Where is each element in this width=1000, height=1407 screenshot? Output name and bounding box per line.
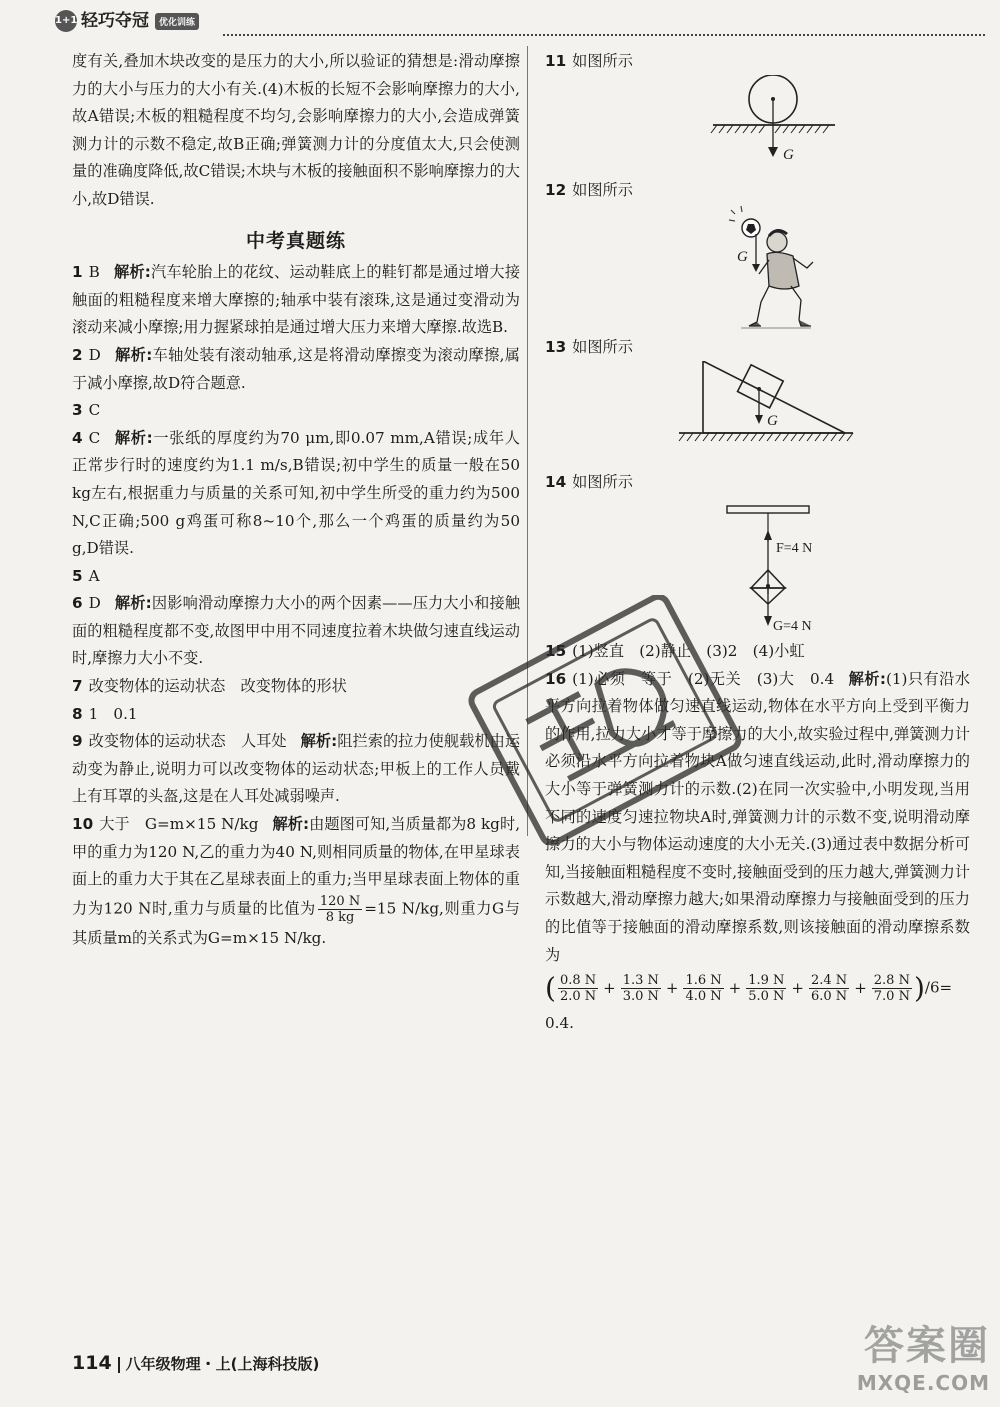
right-column xyxy=(545,48,970,1038)
answer-text: 改变物体的运动状态 人耳处 xyxy=(88,732,287,751)
answer-text: (1)竖直 (2)静止 (3)2 (4)小虹 xyxy=(572,642,805,660)
answer-item-9 xyxy=(72,728,520,811)
question-number: 6 xyxy=(72,594,83,613)
fraction-numerator: 0.8 N xyxy=(559,973,597,989)
answer-item-10 xyxy=(72,811,520,952)
fraction-numerator: 2.8 N xyxy=(873,973,910,989)
force-label: F=4 N xyxy=(776,541,813,556)
answer-item-2 xyxy=(72,342,520,397)
answer-list xyxy=(72,259,520,811)
fraction xyxy=(558,973,598,1004)
fraction-denominator: 5.0 N xyxy=(748,989,785,1005)
block-shape xyxy=(738,365,784,408)
answer-text: D xyxy=(88,345,101,364)
fraction-denominator: 4.0 N xyxy=(685,989,722,1005)
section-heading: 中考真题练 xyxy=(245,229,346,252)
fraction xyxy=(746,973,786,1004)
explanation-text-end: =15 N/kg,则重力G与其质量m的关系式为G=m×15 N/kg. xyxy=(72,899,520,947)
brand-logo xyxy=(55,6,199,32)
plus-sign: + xyxy=(791,978,804,997)
figure-caption: 如图所示 xyxy=(572,473,633,491)
left-paren: ( xyxy=(545,971,556,1005)
figure-caption: 如图所示 xyxy=(572,338,633,356)
answer-item-15 xyxy=(545,638,970,666)
fraction-list xyxy=(556,973,914,1005)
figure-11-label xyxy=(545,48,970,75)
fraction-numerator: 1.3 N xyxy=(622,973,659,989)
site-watermark xyxy=(790,1314,990,1399)
question-number: 9 xyxy=(72,732,83,751)
figure-13-block-on-incline xyxy=(545,361,970,461)
watermark-url: MXQE.COM xyxy=(856,1371,990,1395)
logo-text: 轻巧夺冠 xyxy=(81,11,149,31)
force-arrowhead xyxy=(764,530,772,540)
fraction-denominator: 6.0 N xyxy=(811,989,848,1005)
fraction xyxy=(683,973,723,1004)
explanation-label: 解析: xyxy=(114,428,153,447)
explanation-text: (1)只有沿水平方向拉着物体做匀速直线运动,物体在水平方向上受到平衡力的作用,拉力大小才等于摩擦力的大小,故实验过程中,弹簧测力计必须沿水平方向拉着物块A做匀速直线运动,此时,滑动摩擦力的大小等于弹簧测力计的示数.(2)在同一次实验中,小明发现,当用不同的速度匀速拉物块A时,弹簧测力计的示数不变,说明滑动摩擦力的大小与物体运动速度的大小无关.(3)通过表中数据分析可知,当接触面粗糙程度不变时,接触面受到的压力越大,弹簧测力计示数越大,滑动摩擦力越大;如果滑动摩擦力与接触面受到的压力的比值等于接触面的滑动摩擦系数,则该接触面的滑动摩擦系数为 xyxy=(545,669,971,964)
question-number: 7 xyxy=(72,677,83,696)
question-number: 4 xyxy=(72,428,83,447)
ground-hatching xyxy=(679,433,853,441)
gravity-arrowhead xyxy=(755,415,763,424)
explanation-label: 解析: xyxy=(848,669,886,688)
right-paren: ) xyxy=(913,971,925,1005)
explanation-text: 汽车轮胎上的花纹、运动鞋底上的鞋钉都是通过增大接触面的粗糙程度来增大摩擦的;轴承中装有滚珠,这是通过变滑动为滚动来减小摩擦;用力握紧球拍是通过增大压力来增大摩擦.故选B. xyxy=(72,263,521,337)
question-number: 16 xyxy=(545,669,567,688)
question-number: 1 xyxy=(72,263,83,282)
answer-text: (1)必须 等于 (2)无关 (3)大 0.4 xyxy=(572,669,835,688)
boy-figure xyxy=(749,230,813,326)
center-dot xyxy=(771,97,775,101)
fraction-denominator: 7.0 N xyxy=(873,989,910,1005)
question-number: 11 xyxy=(545,52,567,70)
column-divider xyxy=(527,46,528,836)
explanation-label: 解析: xyxy=(114,345,153,364)
explanation-label: 解析: xyxy=(300,732,338,751)
ceiling-bar xyxy=(727,506,809,513)
answer-item-8 xyxy=(72,701,520,729)
gravity-label: G xyxy=(737,249,748,265)
answer-item-6 xyxy=(72,590,520,673)
explanation-label: 解析: xyxy=(272,815,310,834)
fraction xyxy=(872,973,912,1004)
plus-sign: + xyxy=(603,978,616,997)
page-header xyxy=(55,4,985,38)
question-number: 3 xyxy=(72,401,83,420)
gravity-label: G xyxy=(783,147,794,163)
footer-separator xyxy=(118,1357,120,1373)
gravity-label: G=4 N xyxy=(773,619,812,634)
formula-tail: /6= xyxy=(924,978,953,997)
logo-tag: 优化训练 xyxy=(155,13,199,30)
answer-item-4 xyxy=(72,425,520,563)
answer-item-5 xyxy=(72,563,520,591)
figure-11-ball-on-ground xyxy=(545,75,970,175)
logo-badge: 1+1 xyxy=(55,10,77,32)
explanation-label: 解析: xyxy=(114,594,152,613)
gravity-arrowhead xyxy=(768,147,778,157)
fraction-numerator: 2.4 N xyxy=(811,973,848,989)
explanation-text: 车轴处装有滚动轴承,这是将滑动摩擦变为滚动摩擦,属于减小摩擦,故D符合题意. xyxy=(72,345,520,392)
motion-marks xyxy=(729,206,742,221)
question-number: 13 xyxy=(545,338,567,356)
plus-sign: + xyxy=(728,978,742,997)
gravity-arrowhead xyxy=(764,616,772,626)
question-number: 14 xyxy=(545,473,567,491)
answer-item-1 xyxy=(72,259,520,342)
left-column xyxy=(72,48,520,952)
figure-13-label xyxy=(545,334,970,361)
answer-item-7 xyxy=(72,673,520,701)
question-number: 8 xyxy=(72,704,83,723)
question-number: 5 xyxy=(72,566,83,585)
figure-caption: 如图所示 xyxy=(572,181,633,199)
center-dot xyxy=(766,584,770,588)
gravity-label: G xyxy=(767,413,778,429)
question-number: 10 xyxy=(72,815,94,834)
fraction xyxy=(318,894,362,925)
plus-sign: + xyxy=(665,978,679,997)
page-footer xyxy=(72,1352,319,1374)
figure-14-label xyxy=(545,469,970,496)
formula-result: 0.4. xyxy=(545,1014,574,1033)
header-dotted-rule xyxy=(223,34,985,36)
figure-12-boy-heading-ball xyxy=(545,204,970,332)
answer-text: C xyxy=(88,401,101,420)
ground-hatching xyxy=(711,125,829,133)
fraction xyxy=(809,973,849,1004)
fraction-numerator: 120 N xyxy=(319,893,361,909)
intro-paragraph: 度有关,叠加木块改变的是压力的大小,所以验证的猜想是:滑动摩擦力的大小与压力的大小有关.(4)木板的长短不会影响摩擦力的大小,故A错误;木板的粗糙程度不均匀,会影响摩擦力的大小,会造成弹簧测力计的示数不稳定,故B正确;弹簧测力计的分度值太大,只会使测量的准确度降低,故C错误;木块与木板的接触面积不影响摩擦力的大小,故D错误. xyxy=(72,52,520,208)
explanation-text: 由题图可知,当质量都为8 kg时,甲的重力为120 N,乙的重力为40 N,则相同质量的物体,在甲星球表面上的重力大于其在乙星球表面上的重力;当甲星球表面上物体的重力为120 N时,重力与质量的比值为 xyxy=(72,815,521,918)
explanation-label: 解析: xyxy=(113,263,151,282)
answer-text: D xyxy=(88,594,101,613)
plus-sign: + xyxy=(854,978,867,997)
answer-text: 改变物体的运动状态 改变物体的形状 xyxy=(88,677,347,696)
explanation-text: 阻拦索的拉力使舰载机由运动变为静止,说明力可以改变物体的运动状态;甲板上的工作人员戴上有耳罩的头盔,这是在人耳处减弱噪声. xyxy=(72,732,521,806)
watermark-logo: 答案圈 xyxy=(864,1323,990,1369)
fraction-denominator: 8 kg xyxy=(325,909,355,925)
answer-item-16 xyxy=(545,666,970,970)
explanation-text: 因影响滑动摩擦力大小的两个因素——压力大小和接触面的粗糙程度都不变,故图甲中用不同速度拉着木块做匀速直线运动时,摩擦力大小不变. xyxy=(72,594,521,668)
answer-text: 1 0.1 xyxy=(88,704,138,723)
fraction xyxy=(621,973,661,1004)
answer-text: A xyxy=(88,566,100,585)
fraction-denominator: 2.0 N xyxy=(559,989,597,1005)
page-number: 114 xyxy=(72,1352,112,1374)
answer-text: C xyxy=(88,428,101,447)
fraction-numerator: 1.6 N xyxy=(685,973,722,989)
friction-coefficient-formula xyxy=(545,973,970,1004)
figure-14-hanging-weight xyxy=(545,496,970,636)
explanation-text: 一张纸的厚度约为70 μm,即0.07 mm,A错误;成年人正常步行时的速度约为1.1 m/s,B错误;初中学生的质量一般在50 kg左右,根据重力与质量的关系可知,初中学生所受的重力约为500 N,C正确;500 g鸡蛋可称8~10个,那么一个鸡蛋的质量约为50 g,D错误. xyxy=(72,428,520,558)
answer-text: B xyxy=(88,263,100,282)
question-number: 2 xyxy=(72,345,83,364)
figure-caption: 如图所示 xyxy=(572,52,633,70)
question-number: 12 xyxy=(545,181,567,199)
question-number: 15 xyxy=(545,642,567,660)
fraction-numerator: 1.9 N xyxy=(748,973,785,989)
figure-12-label xyxy=(545,177,970,204)
fraction-denominator: 3.0 N xyxy=(622,989,659,1005)
gravity-arrowhead xyxy=(752,264,760,272)
answer-text: 大于 G=m×15 N/kg xyxy=(99,815,259,834)
book-title: 八年级物理・上(上海科技版) xyxy=(125,1355,320,1373)
answer-item-3 xyxy=(72,397,520,425)
